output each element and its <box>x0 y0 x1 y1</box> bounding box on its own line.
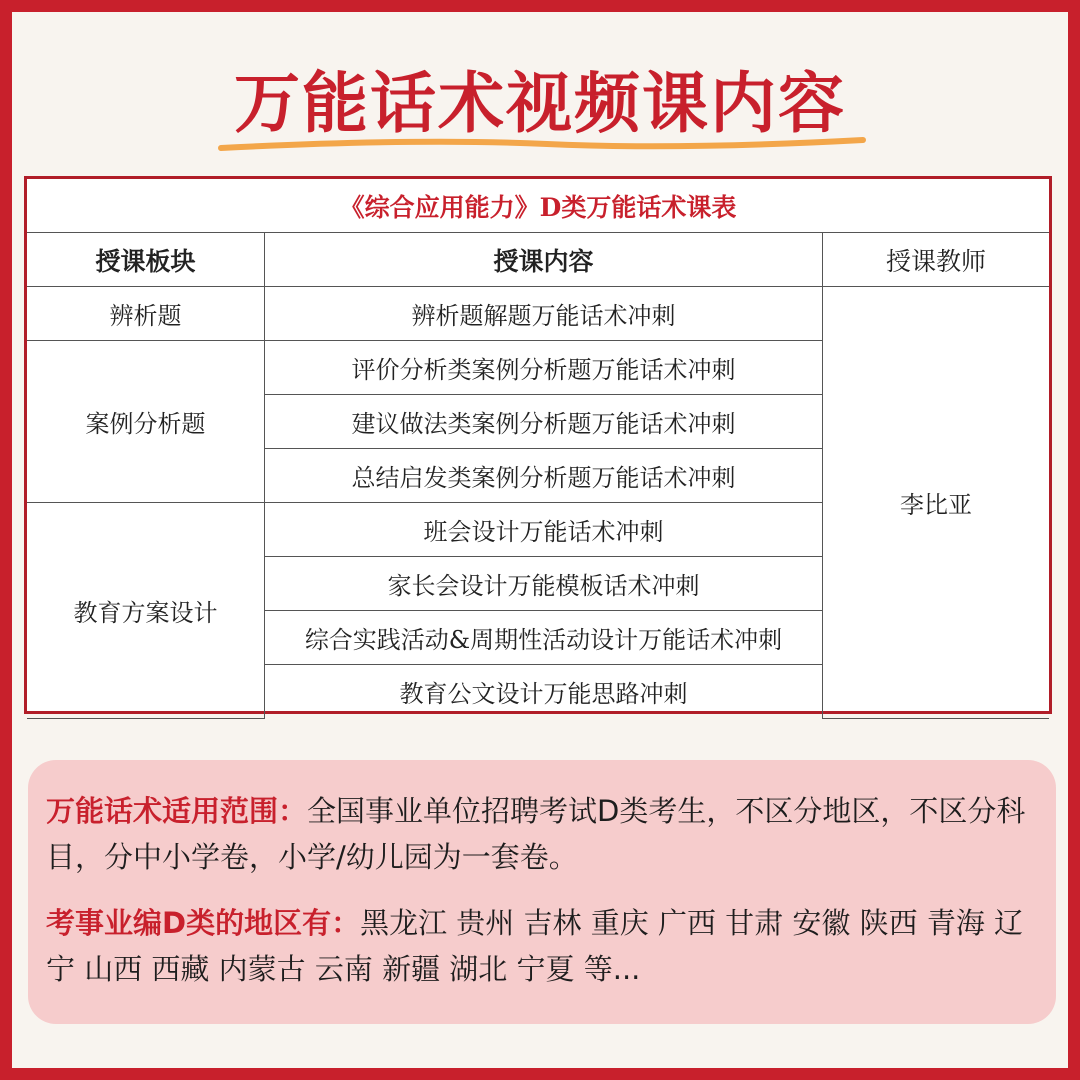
scope-paragraph <box>46 788 1038 880</box>
header-section: 授课板块 <box>27 233 265 287</box>
header-content: 授课内容 <box>265 233 823 287</box>
section-cell: 案例分析题 <box>27 341 265 503</box>
content-cell: 综合实践活动&周期性活动设计万能话术冲刺 <box>265 611 823 665</box>
content-cell: 辨析题解题万能话术冲刺 <box>265 287 823 341</box>
section-cell: 教育方案设计 <box>27 503 265 719</box>
content-cell: 评价分析类案例分析题万能话术冲刺 <box>265 341 823 395</box>
title-underline-decoration <box>217 130 867 160</box>
content-cell: 建议做法类案例分析题万能话术冲刺 <box>265 395 823 449</box>
schedule-table <box>24 176 1052 714</box>
content-cell: 家长会设计万能模板话术冲刺 <box>265 557 823 611</box>
regions-label: 考事业编D类的地区有： <box>46 906 361 940</box>
page-title: 万能话术视频课内容 <box>234 65 846 142</box>
teacher-cell: 李比亚 <box>823 287 1050 719</box>
content-cell: 班会设计万能话术冲刺 <box>265 503 823 557</box>
scope-label: 万能话术适用范围： <box>46 794 308 828</box>
header-teacher: 授课教师 <box>823 233 1050 287</box>
section-cell: 辨析题 <box>27 287 265 341</box>
content-cell: 教育公文设计万能思路冲刺 <box>265 665 823 719</box>
regions-paragraph <box>46 900 1038 992</box>
table-caption: 《综合应用能力》D类万能话术课表 <box>27 179 1049 233</box>
content-cell: 总结启发类案例分析题万能话术冲刺 <box>265 449 823 503</box>
table-row <box>27 287 1049 341</box>
info-panel <box>28 760 1056 1024</box>
page-frame <box>12 12 1068 1068</box>
scope-text: 全国事业单位招聘考试D类考生，不区分地区，不区分科目，分中小学卷，小学/幼儿园为一套卷。 <box>46 794 1026 874</box>
regions-text: 黑龙江 贵州 吉林 重庆 广西 甘肃 安徽 陕西 青海 辽宁 山西 西藏 内蒙古 云南 新疆 湖北 宁夏 等... <box>46 906 1024 986</box>
